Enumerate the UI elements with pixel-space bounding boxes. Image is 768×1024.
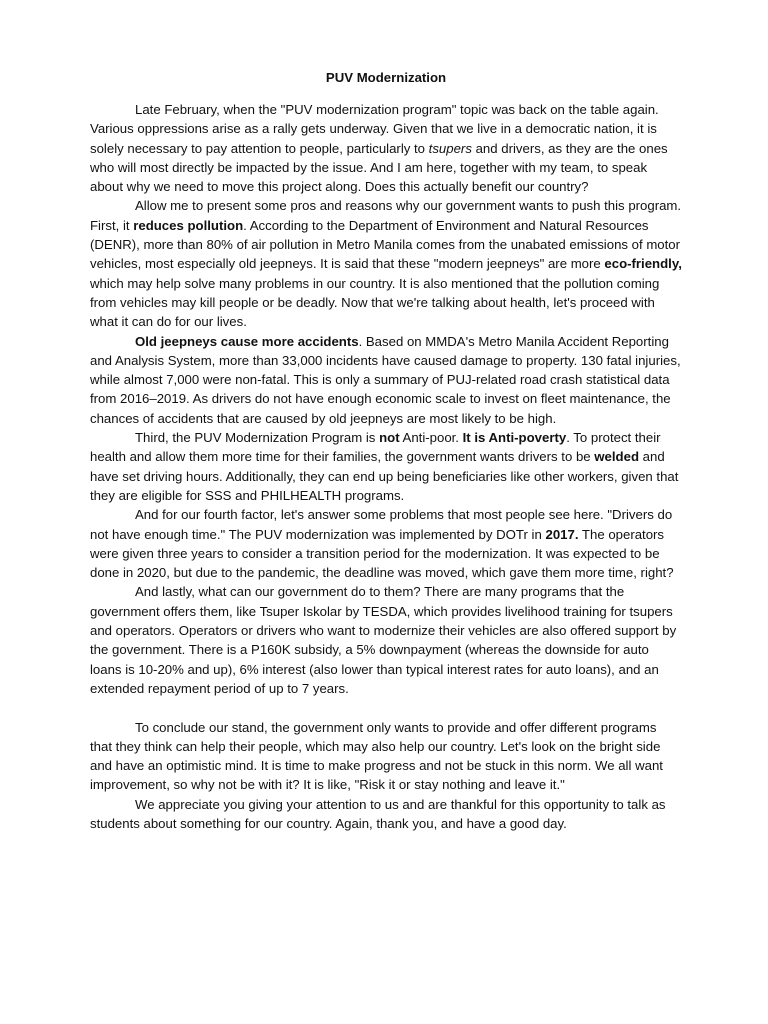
- bold-text: eco-friendly,: [604, 256, 682, 272]
- text-run: . To protect their health and allow them more time for their families, the government wants drivers to be: [90, 430, 661, 465]
- paragraph: [90, 795, 682, 834]
- text-run: Third, the PUV Modernization Program is: [135, 430, 380, 446]
- paragraph: [90, 428, 682, 505]
- bold-text: Old jeepneys cause more accidents: [135, 333, 359, 349]
- bold-text: welded: [594, 449, 639, 465]
- text-run: We appreciate you giving your attention to us and are thankful for this opportunity to talk as students about something for our country. Again, thank you, and have a good day.: [90, 796, 666, 831]
- paragraph: [90, 196, 682, 331]
- text-run: Allow me to present some pros and reasons why our government wants to push this program. First, it: [90, 198, 682, 233]
- text-run: To conclude our stand, the government only wants to provide and offer different programs that they think can help their people, which may also help our country. Let's look on the bright side and have an optimistic mind. It is time to make progress and not be stuck in this norm. We all want improvement, so why not be with it? It is like, "Risk it or stay nothing and leave it.": [90, 719, 663, 793]
- paragraph: [90, 582, 682, 698]
- text-run: and have set driving hours. Additionally, they can end up being beneficiaries like other workers, given that they are eligible for SSS and PHILHEALTH programs.: [90, 449, 679, 503]
- paragraph: [90, 505, 682, 582]
- bold-text: 2017.: [545, 526, 579, 542]
- text-run: Late February, when the "PUV modernization program" topic was back on the table again. Various oppressions arise as a rally gets underway. Given that we live in a democratic nation, it is solely necessary to pay attention to people, particularly to: [90, 102, 659, 156]
- text-run: And for our fourth factor, let's answer some problems that most people see here. "Drivers do not have enough time." The PUV modernization was implemented by DOTr in: [90, 507, 673, 542]
- text-run: . According to the Department of Environment and Natural Resources (DENR), more than 80% of air pollution in Metro Manila comes from the unabated emissions of motor vehicles, most especially old jeepneys. It is said that these "modern jeepneys" are more: [90, 217, 681, 272]
- text-run: And lastly, what can our government do to them? There are many programs that the government offers them, like Tsuper Iskolar by TESDA, which provides livelihood training for tsupers and operators. Operators or drivers who want to modernize their vehicles are also offered support by the government. There is a P160K subsidy, a 5% downpayment (whereas the downside for auto loans is 10-20% and up), 6% interest (also lower than typical interest rates for auto loans), and an extended repayment period of up to 7 years.: [90, 584, 677, 696]
- document-title: PUV Modernization: [325, 70, 447, 85]
- paragraph: [90, 100, 682, 196]
- paragraph: [90, 718, 682, 795]
- document-body: [90, 100, 682, 833]
- text-run: . Based on MMDA's Metro Manila Accident Reporting and Analysis System, more than 33,000 incidents have caused damage to property. 130 fatal injuries, while almost 7,000 were non-fatal. This is only a summary of PUJ-related road crash statistical data from 2016–2019. As drivers do not have enough economic scale to invest on fleet maintenance, the chances of accidents that are caused by old jeepneys are most likely to be high.: [90, 333, 681, 426]
- bold-text: not: [379, 430, 400, 446]
- document-page: [90, 68, 682, 833]
- text-run: and drivers, as they are the ones who will most directly be impacted by the issue. And I am here, together with my team, to speak about why we need to move this project along. Does this actually benefit our country?: [90, 140, 668, 195]
- italic-text: tsupers: [428, 140, 472, 156]
- text-run: Anti-poor.: [399, 430, 463, 446]
- text-run: The operators were given three years to consider a transition period for the modernization. It was expected to be done in 2020, but due to the pandemic, the deadline was moved, which gave them more time, right?: [90, 526, 674, 581]
- bold-text: It is Anti-poverty: [462, 430, 567, 446]
- text-run: which may help solve many problems in our country. It is also mentioned that the pollution coming from vehicles may kill people or be deadly. Now that we're talking about health, let's proceed with what it can do for our lives.: [90, 275, 660, 330]
- bold-text: reduces pollution: [133, 217, 244, 233]
- paragraph: [90, 332, 682, 428]
